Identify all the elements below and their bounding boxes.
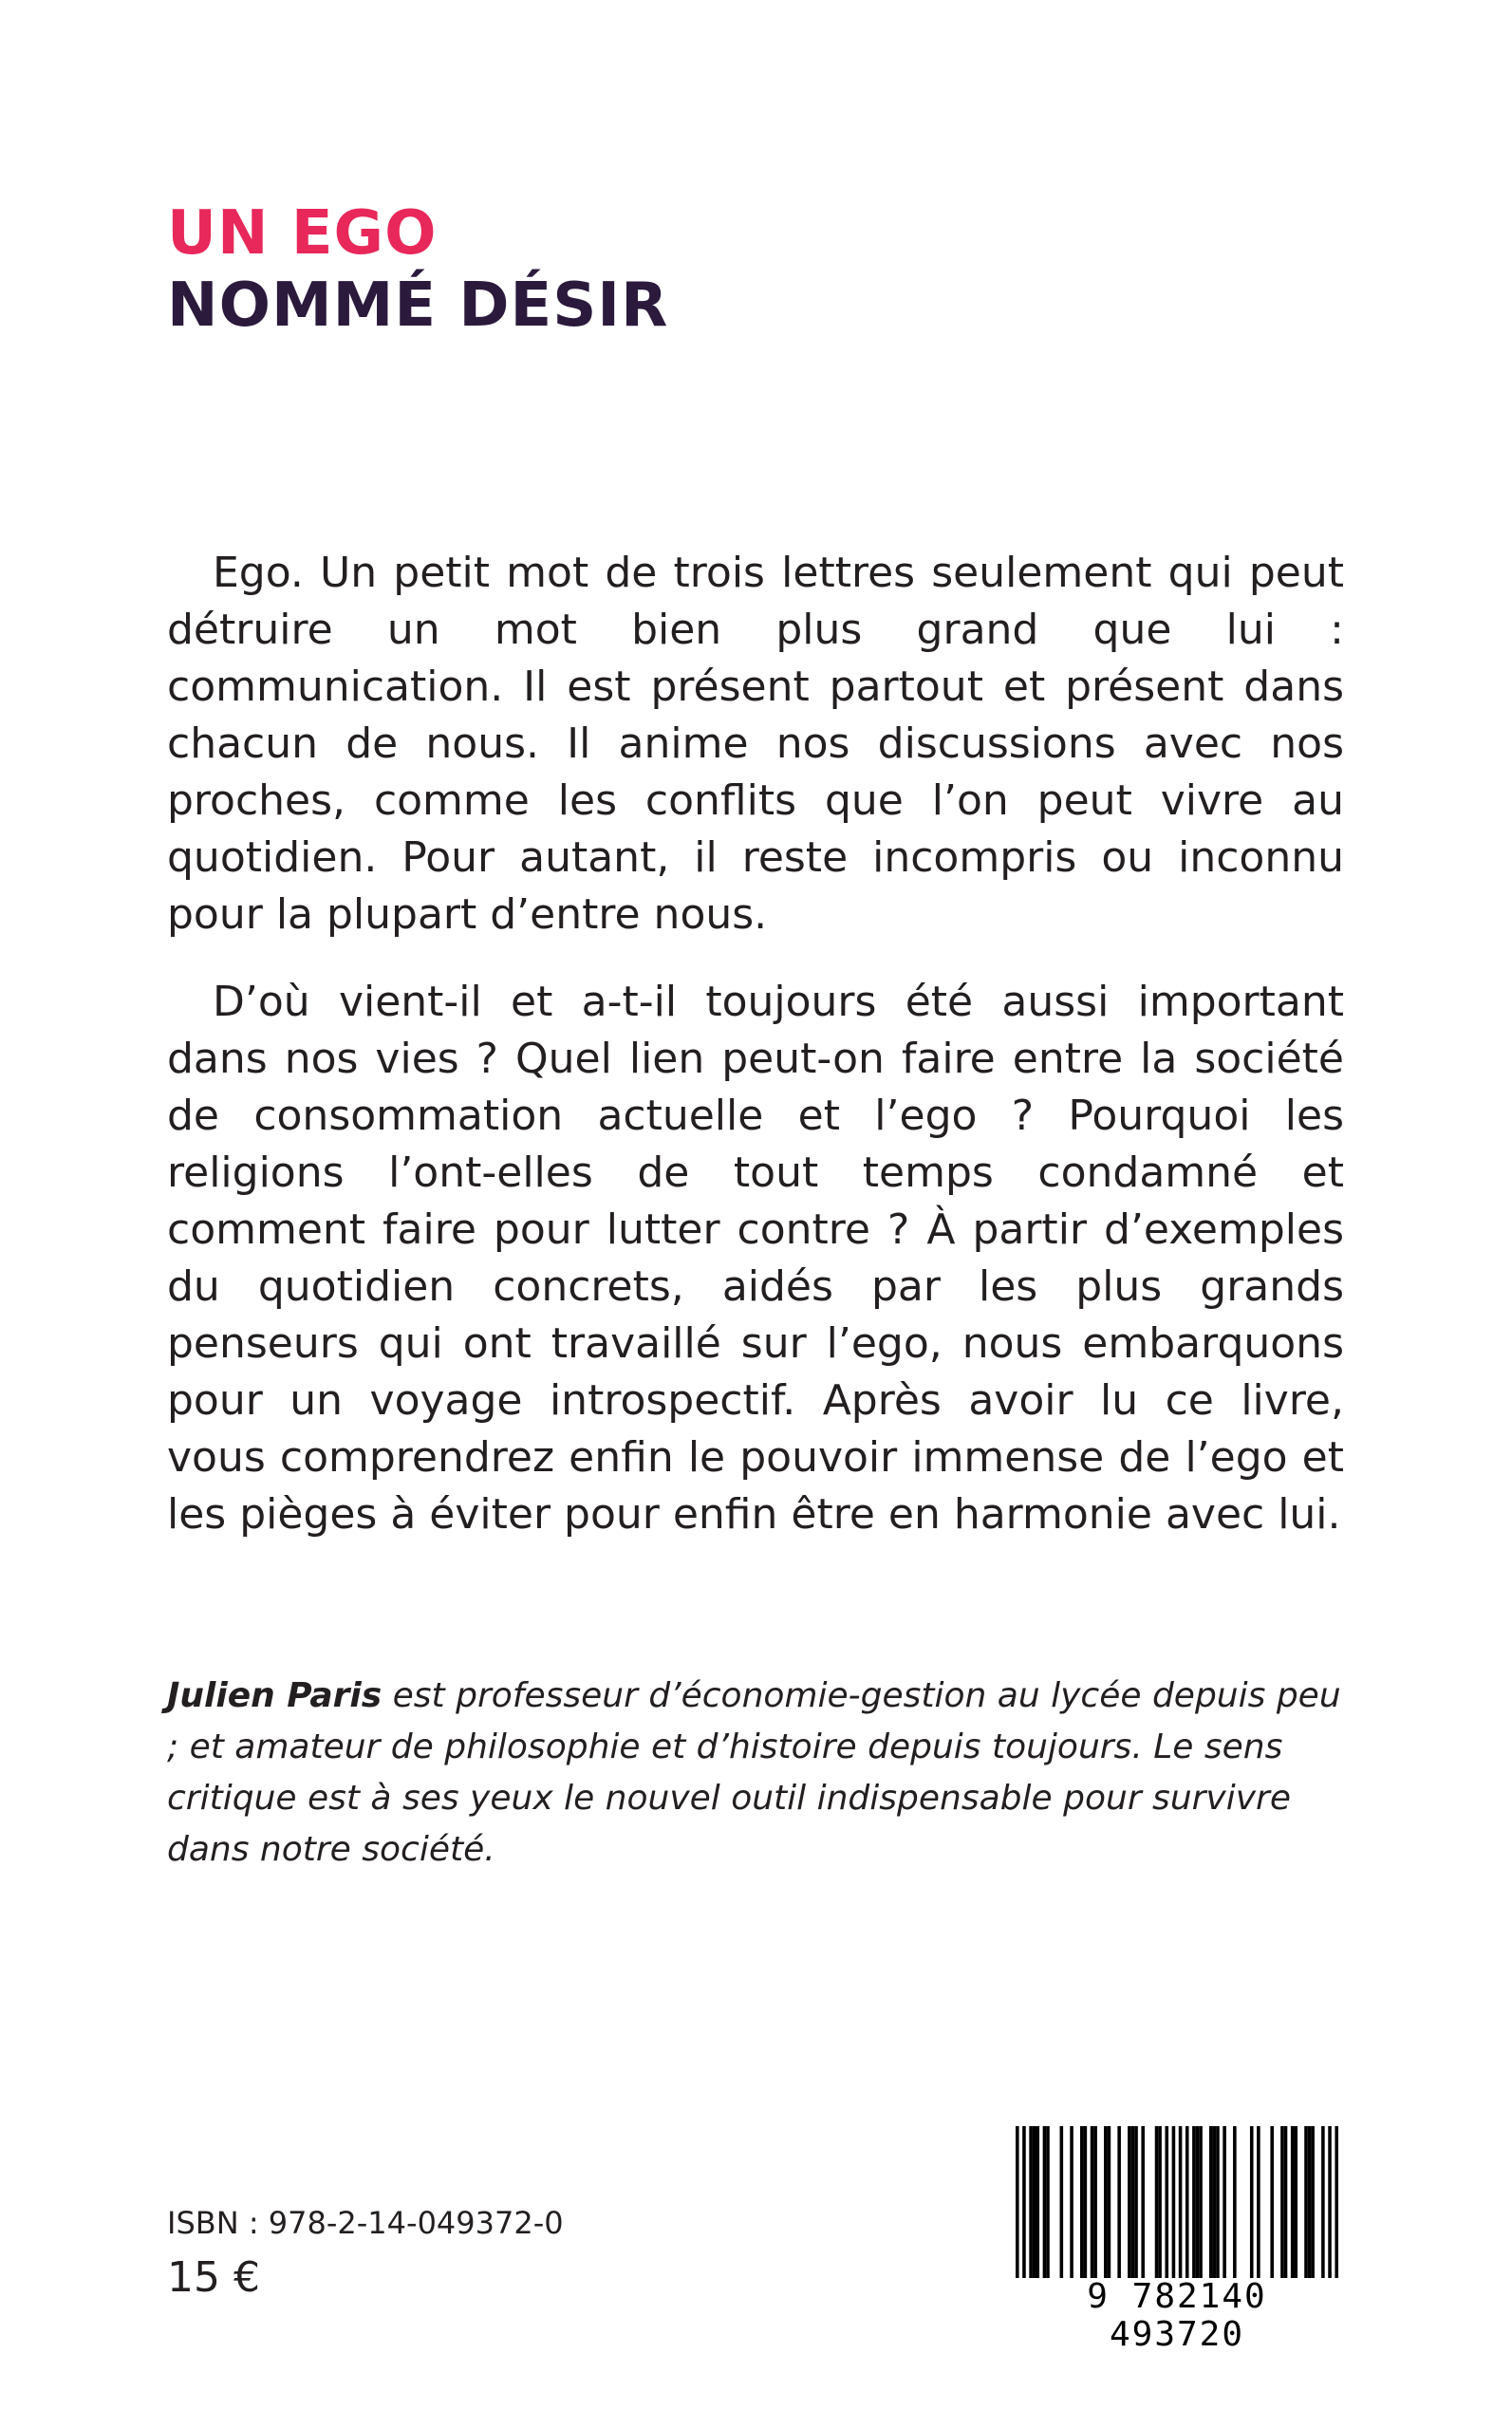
barcode-bar — [1022, 2126, 1026, 2278]
barcode-bar — [1223, 2126, 1226, 2278]
barcode-bar — [1291, 2126, 1295, 2278]
barcode-bar — [1172, 2126, 1176, 2278]
barcode-bar — [1192, 2126, 1196, 2278]
barcode-bar — [1270, 2126, 1274, 2278]
barcode-bar — [1196, 2126, 1200, 2278]
barcode-bar — [1328, 2126, 1332, 2278]
author-name: Julien Paris — [167, 1676, 383, 1715]
barcode-bar — [1284, 2126, 1288, 2278]
barcode-bar — [1029, 2126, 1033, 2278]
barcode-bar — [1128, 2126, 1131, 2278]
barcode-bar — [1308, 2126, 1312, 2278]
title-line-1: UN EGO — [167, 198, 438, 269]
barcode-bar — [1209, 2126, 1213, 2278]
isbn: ISBN : 978-2-14-049372-0 — [167, 2205, 564, 2241]
barcode-digits: 9 782140 493720 — [1087, 2277, 1267, 2354]
barcode-bar — [1070, 2126, 1073, 2278]
barcode-bar — [1158, 2126, 1162, 2278]
back-cover-blurb — [167, 545, 1344, 1543]
barcode-bar — [1117, 2126, 1121, 2278]
blurb-paragraph-2: D’où vient-il et a-t-il toujours été aussi important dans nos vies ? Quel lien peut-on faire entre la société de consommation actuelle et l’ego ? Pourquoi les religions l’ont-elles de tout temps condamné et comment faire pour lutter contre ? À partir d’exemples du quotidien concrets, aidés par les plus grands penseurs qui ont travaillé sur l’ego, nous embarquons pour un voyage introspectif. Après avoir lu ce livre, vous comprendrez enfin le pouvoir immense de l’ego et les pièges à éviter pour enfin être en harmonie avec lui. — [167, 978, 1344, 1539]
barcode-bar — [1060, 2126, 1064, 2278]
blurb-paragraph-1: Ego. Un petit mot de trois lettres seulement qui peut détruire un mot bien plus grand que lui : communication. Il est présent partout et présent dans chacun de nous. Il anime nos discussions avec nos proches, comme les conflits que l’on peut vivre au quotidien. Pour autant, il reste incompris ou inconnu pour la plupart d’entre nous. — [167, 549, 1344, 939]
book-title — [167, 197, 668, 342]
barcode-bar — [1104, 2126, 1108, 2278]
barcode-bar — [1335, 2126, 1338, 2278]
barcode-bar — [1216, 2126, 1220, 2278]
barcode-bar — [1043, 2126, 1047, 2278]
barcode-bar — [1036, 2126, 1039, 2278]
barcode-bar — [1155, 2126, 1159, 2278]
barcode-bar — [1185, 2126, 1189, 2278]
barcode-bar — [1199, 2126, 1203, 2278]
barcode-bar — [1131, 2126, 1135, 2278]
barcode-bar — [1257, 2126, 1260, 2278]
barcode-bar — [1321, 2126, 1325, 2278]
barcode-bar — [1294, 2126, 1297, 2278]
barcode-bar — [1213, 2126, 1217, 2278]
barcode-bar — [1108, 2126, 1111, 2278]
barcode-bar — [1046, 2126, 1050, 2278]
barcode-bar — [1304, 2126, 1308, 2278]
barcode-bar — [1250, 2126, 1254, 2278]
barcode — [1016, 2126, 1338, 2354]
barcode-bar — [1033, 2126, 1036, 2278]
barcode-bar — [1179, 2126, 1183, 2278]
barcode-bar — [1091, 2126, 1094, 2278]
price: 15 € — [167, 2253, 260, 2302]
barcode-bar — [1016, 2126, 1019, 2278]
barcode-bar — [1311, 2126, 1315, 2278]
author-bio-text: est professeur d’économie-gestion au lycée depuis peu ; et amateur de philosophie et d’histoire depuis toujours. Le sens critique est à ses yeux le nouvel outil indispensable pour survivre dans notre société. — [167, 1676, 1341, 1869]
barcode-bar — [1134, 2126, 1138, 2278]
barcode-bar — [1165, 2126, 1168, 2278]
barcode-bar — [1093, 2126, 1097, 2278]
barcode-bar — [1233, 2126, 1237, 2278]
barcode-bar — [1084, 2126, 1088, 2278]
barcode-bar — [1141, 2126, 1145, 2278]
barcode-bars — [1016, 2126, 1338, 2278]
author-bio — [167, 1671, 1344, 1876]
barcode-bar — [1280, 2126, 1284, 2278]
title-line-2: NOMMÉ DÉSIR — [167, 271, 669, 341]
barcode-bar — [1080, 2126, 1084, 2278]
